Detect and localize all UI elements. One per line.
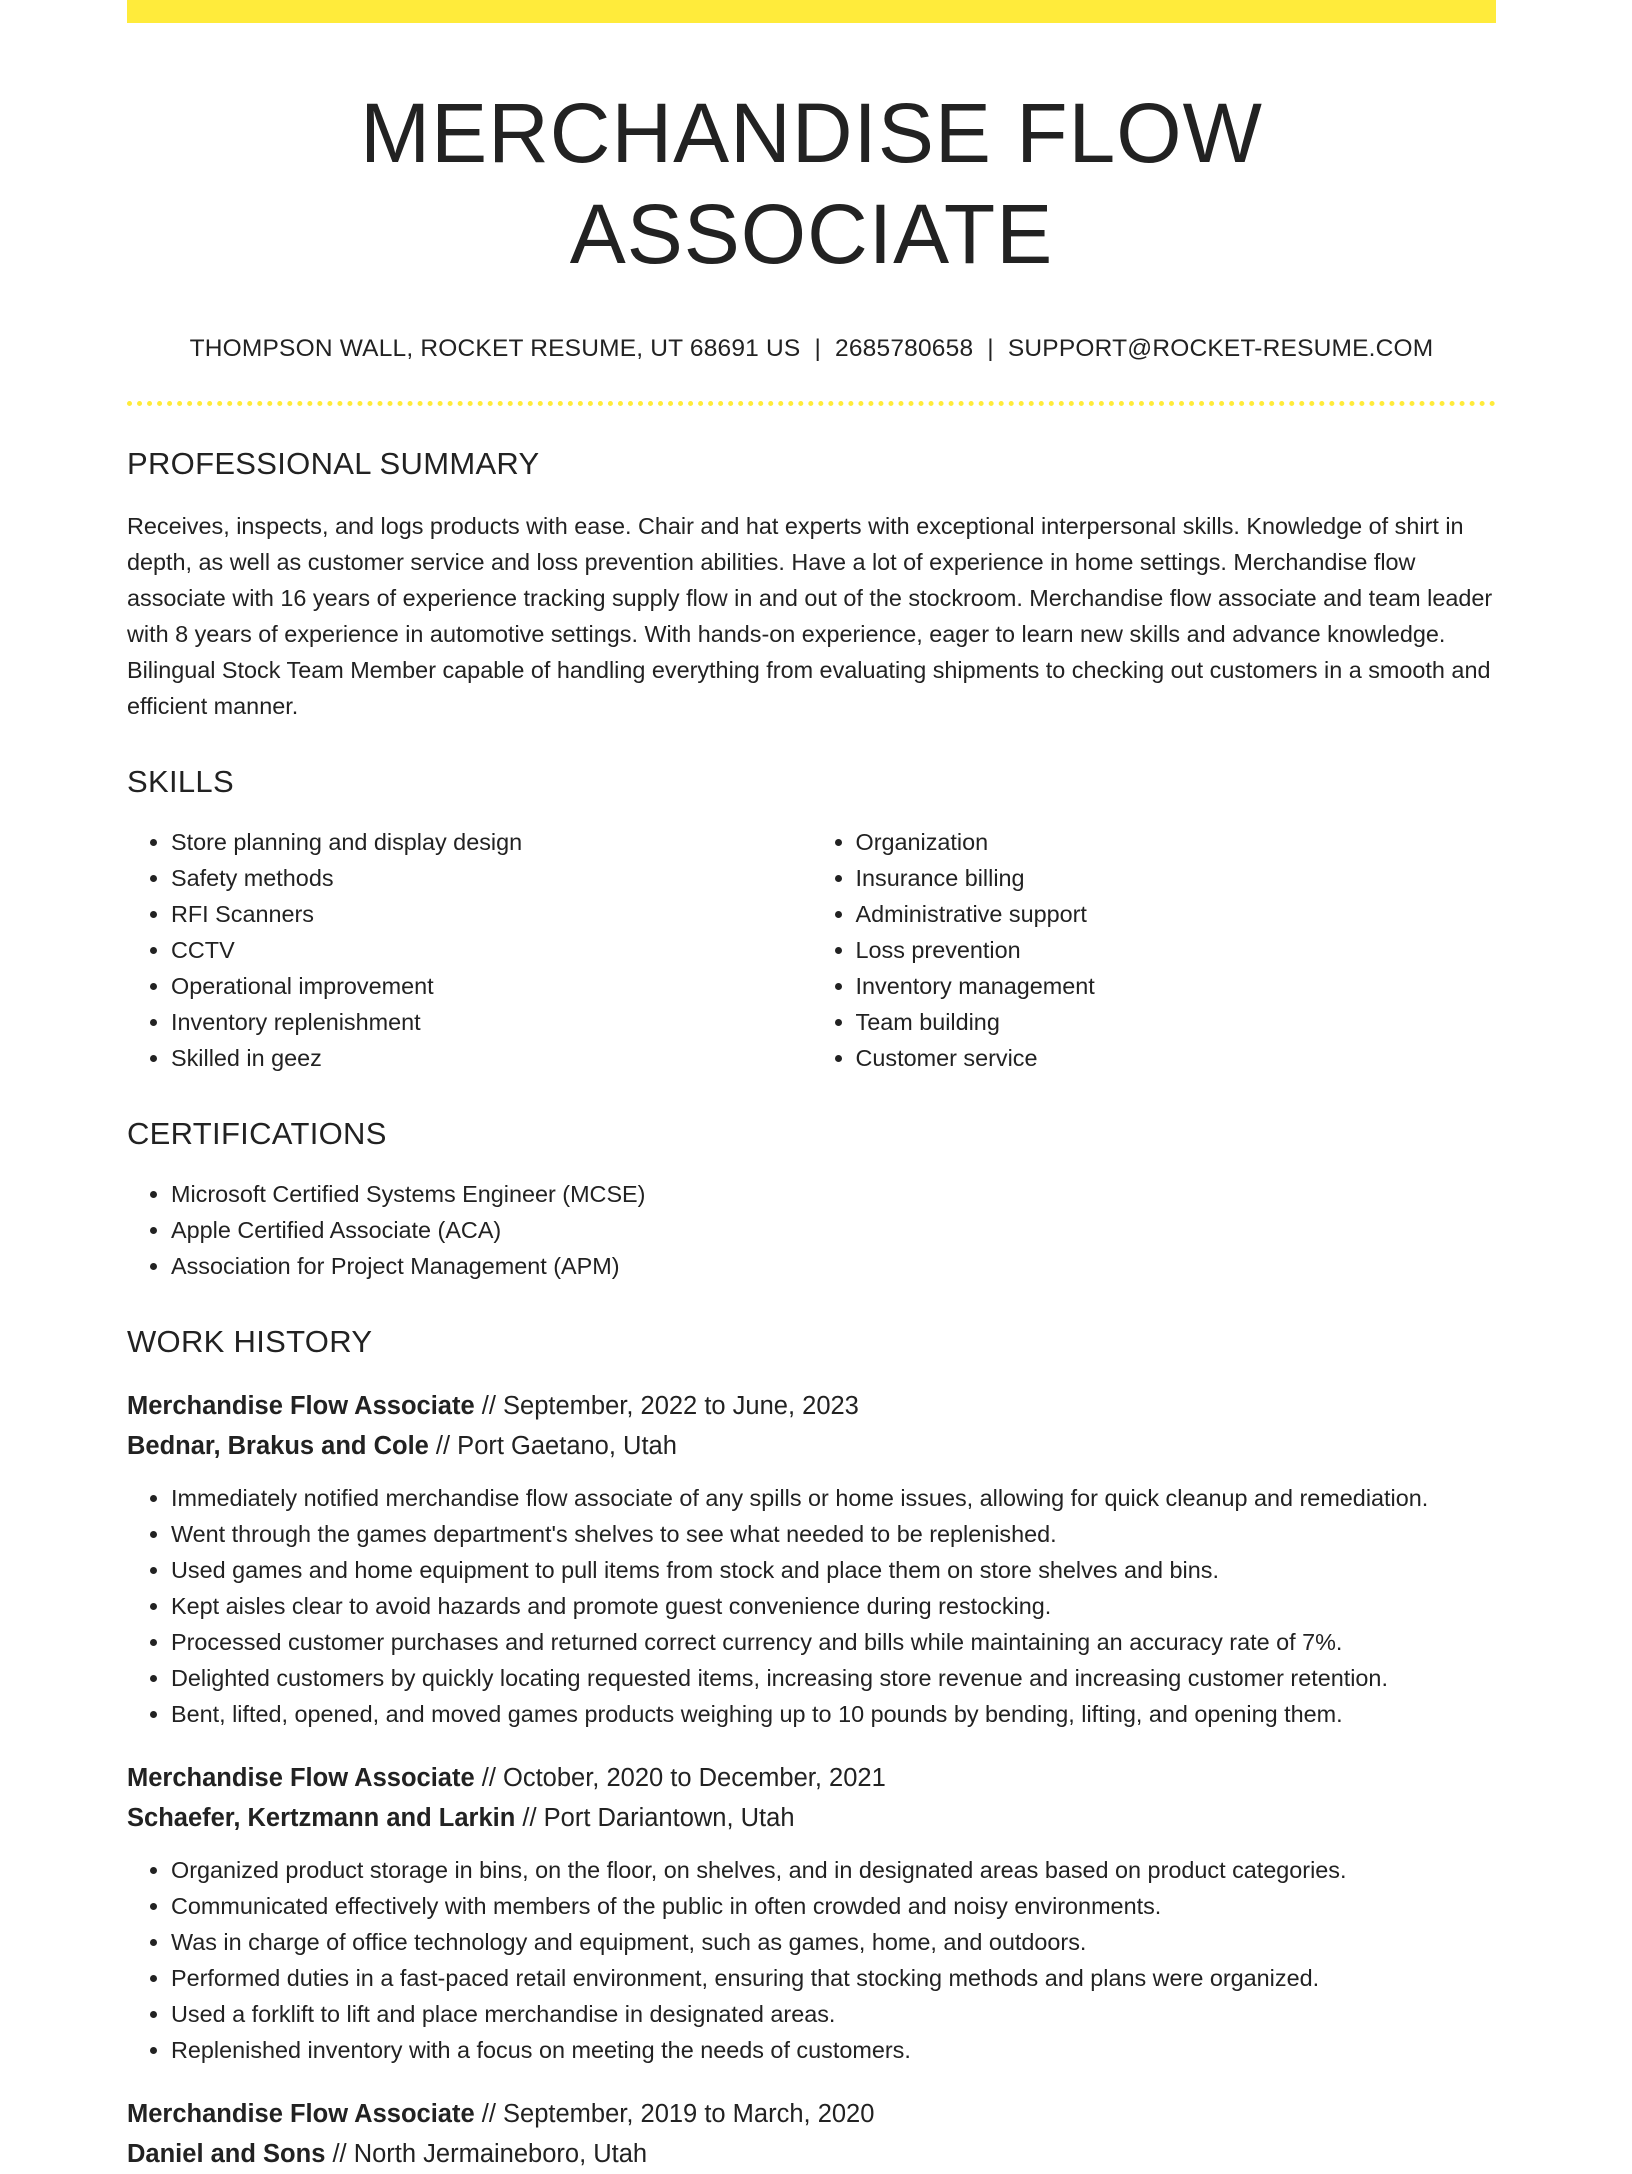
job-title: Merchandise Flow Associate xyxy=(127,2099,475,2128)
certification-item: • Apple Certified Associate (ACA) xyxy=(171,1212,1496,1248)
job-bullet: • Performed duties in a fast-paced retail environment, ensuring that stocking methods and plans were organized. xyxy=(171,1960,1496,1996)
contact-separator: | xyxy=(987,334,994,362)
accent-bar xyxy=(127,0,1496,23)
job-bullet: • Used a forklift to lift and place merchandise in designated areas. xyxy=(171,1996,1496,2032)
job-location: // North Jermaineboro, Utah xyxy=(325,2139,648,2168)
job-bullet: • Bent, lifted, opened, and moved games products weighing up to 10 pounds by bending, lifting, and opening them. xyxy=(171,1696,1496,1732)
skill-item: • Customer service xyxy=(856,1040,1497,1076)
job-bullet: • Immediately notified merchandise flow associate of any spills or home issues, allowing for quick cleanup and remediation. xyxy=(171,1480,1496,1516)
skills-columns xyxy=(127,824,1496,1076)
resume-page xyxy=(127,0,1496,2174)
skill-item: • Skilled in geez xyxy=(171,1040,812,1076)
job-entry xyxy=(127,1386,1496,1732)
job-header xyxy=(127,2094,1496,2174)
certification-item: • Microsoft Certified Systems Engineer (MCSE) xyxy=(171,1176,1496,1212)
job-location: // Port Gaetano, Utah xyxy=(428,1431,677,1460)
job-title: Merchandise Flow Associate xyxy=(127,1763,475,1792)
job-bullet: • Replenished inventory with a focus on meeting the needs of customers. xyxy=(171,2032,1496,2068)
job-header xyxy=(127,1758,1496,1838)
skill-item: • Operational improvement xyxy=(171,968,812,1004)
contact-address: THOMPSON WALL, ROCKET RESUME, UT 68691 US xyxy=(189,334,801,362)
skills-list-right xyxy=(812,824,1497,1076)
skill-item: • Team building xyxy=(856,1004,1497,1040)
job-company: Bednar, Brakus and Cole xyxy=(127,1431,429,1460)
job-bullets xyxy=(127,1480,1496,1732)
job-bullets xyxy=(127,1852,1496,2068)
job-dates: // October, 2020 to December, 2021 xyxy=(474,1763,886,1792)
job-header xyxy=(127,1386,1496,1466)
job-bullet: • Delighted customers by quickly locating requested items, increasing store revenue and increasing customer retention. xyxy=(171,1660,1496,1696)
contact-line xyxy=(127,335,1496,363)
job-location: // Port Dariantown, Utah xyxy=(515,1803,795,1832)
skills-list-left xyxy=(127,824,812,1076)
section-heading-certifications: CERTIFICATIONS xyxy=(127,1115,387,1151)
job-company: Schaefer, Kertzmann and Larkin xyxy=(127,1803,516,1832)
skill-item: • RFI Scanners xyxy=(171,896,812,932)
skill-item: • Inventory management xyxy=(856,968,1497,1004)
contact-phone: 2685780658 xyxy=(835,334,974,362)
section-heading-summary: PROFESSIONAL SUMMARY xyxy=(127,445,540,481)
job-entry xyxy=(127,1758,1496,2068)
section-heading-work-history: WORK HISTORY xyxy=(127,1323,373,1359)
job-dates: // September, 2019 to March, 2020 xyxy=(474,2099,875,2128)
contact-separator: | xyxy=(814,334,822,362)
section-heading-skills: SKILLS xyxy=(127,763,234,799)
job-entry xyxy=(127,2094,1496,2174)
skill-item: • Insurance billing xyxy=(856,860,1497,896)
job-dates: // September, 2022 to June, 2023 xyxy=(474,1391,859,1420)
job-bullet: • Went through the games department's shelves to see what needed to be replenished. xyxy=(171,1516,1496,1552)
dotted-divider xyxy=(127,401,1496,406)
job-bullet: • Communicated effectively with members of the public in often crowded and noisy environments. xyxy=(171,1888,1496,1924)
job-bullet: • Kept aisles clear to avoid hazards and promote guest convenience during restocking. xyxy=(171,1588,1496,1624)
certification-item: • Association for Project Management (APM) xyxy=(171,1248,1496,1284)
summary-text: Receives, inspects, and logs products with ease. Chair and hat experts with exceptional interpersonal skills. Knowledge of shirt in depth, as well as customer service and loss prevention abilities. Have a lot of experience in home settings. Merchandise flow associate with 16 years of experience tracking supply flow in and out of the stockroom. Merchandise flow associate and team leader with 8 years of experience in automotive settings. With hands-on experience, eager to learn new skills and advance knowledge. Bilingual Stock Team Member capable of handling everything from evaluating shipments to checking out customers in a smooth and efficient manner. xyxy=(127,512,1493,719)
job-bullet: • Was in charge of office technology and equipment, such as games, home, and outdoors. xyxy=(171,1924,1496,1960)
job-bullet: • Organized product storage in bins, on the floor, on shelves, and in designated areas based on product categories. xyxy=(171,1852,1496,1888)
skill-item: • Administrative support xyxy=(856,896,1497,932)
job-bullet: • Used games and home equipment to pull items from stock and place them on store shelves and bins. xyxy=(171,1552,1496,1588)
resume-title: MERCHANDISE FLOW ASSOCIATE xyxy=(360,86,1263,281)
job-bullet: • Processed customer purchases and returned correct currency and bills while maintaining an accuracy rate of 7%. xyxy=(171,1624,1496,1660)
job-title: Merchandise Flow Associate xyxy=(127,1391,475,1420)
skill-item: • Safety methods xyxy=(171,860,812,896)
skill-item: • Loss prevention xyxy=(856,932,1497,968)
skill-item: • Inventory replenishment xyxy=(171,1004,812,1040)
skill-item: • Store planning and display design xyxy=(171,824,812,860)
skill-item: • Organization xyxy=(856,824,1497,860)
certifications-list xyxy=(127,1176,1496,1284)
contact-email: SUPPORT@ROCKET-RESUME.COM xyxy=(1007,334,1434,362)
skill-item: • CCTV xyxy=(171,932,812,968)
job-company: Daniel and Sons xyxy=(127,2139,326,2168)
